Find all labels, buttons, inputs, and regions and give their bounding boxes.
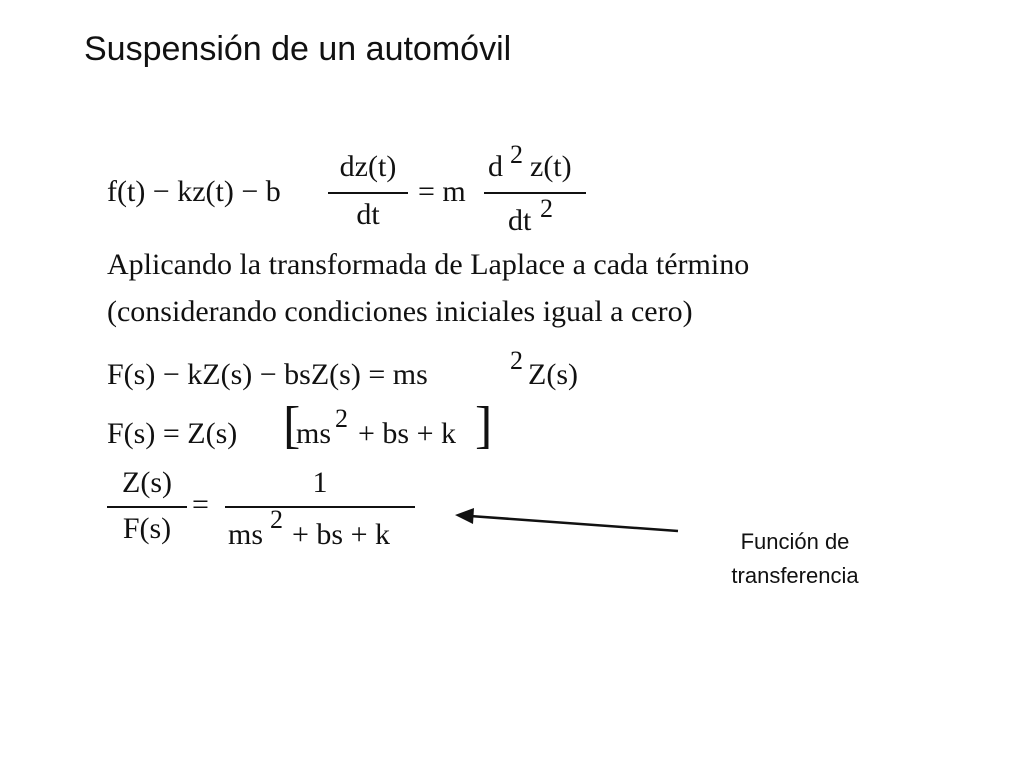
eq3-inner-a: ms: [296, 417, 332, 450]
eq4-rhs-numerator: 1: [312, 466, 328, 499]
eq2-exponent: 2: [510, 346, 523, 375]
transfer-function-caption: [700, 525, 890, 593]
eq1-frac2-numerator-d: d: [488, 150, 503, 183]
eq3-exponent: 2: [335, 404, 348, 433]
eq3-lhs: F(s) = Z(s): [107, 417, 238, 450]
eq4-lhs-numerator: Z(s): [122, 466, 172, 499]
eq2-main: F(s) − kZ(s) − bsZ(s) = ms: [107, 358, 428, 391]
caption-line-1: Función de: [740, 529, 850, 554]
eq3-inner-b: + bs + k: [358, 417, 457, 450]
eq4-equals: =: [192, 488, 209, 521]
eq1-frac1-numerator: dz(t): [339, 150, 397, 183]
eq1-frac2-numerator-tail: z(t): [530, 150, 572, 183]
eq1-lhs: f(t) − kz(t) − b: [107, 175, 281, 208]
laplace-text-line-1: Aplicando la transformada de Laplace a cada término: [107, 248, 750, 281]
eq3-open-bracket: [: [283, 397, 301, 454]
eq4-rhs-denominator-b: + bs + k: [292, 518, 391, 551]
eq3-close-bracket: ]: [475, 397, 493, 454]
caption-line-2: transferencia: [731, 563, 859, 588]
eq1-frac2-denominator-exponent: 2: [540, 194, 553, 223]
arrow-head: [455, 508, 474, 524]
arrow-shaft: [470, 516, 678, 531]
eq1-frac1-denominator: dt: [356, 198, 380, 231]
eq1-frac2-numerator-exponent: 2: [510, 140, 523, 169]
eq1-equals-m: = m: [418, 175, 466, 208]
eq4-lhs-denominator: F(s): [122, 512, 172, 545]
eq1-frac2-denominator: dt: [508, 204, 532, 237]
eq4-rhs-denominator-exponent: 2: [270, 505, 283, 534]
slide-title: Suspensión de un automóvil: [84, 30, 512, 68]
eq2-tail: Z(s): [528, 358, 578, 391]
laplace-text-line-2: (considerando condiciones iniciales igual a cero): [107, 295, 693, 328]
eq4-rhs-denominator-a: ms: [228, 518, 264, 551]
